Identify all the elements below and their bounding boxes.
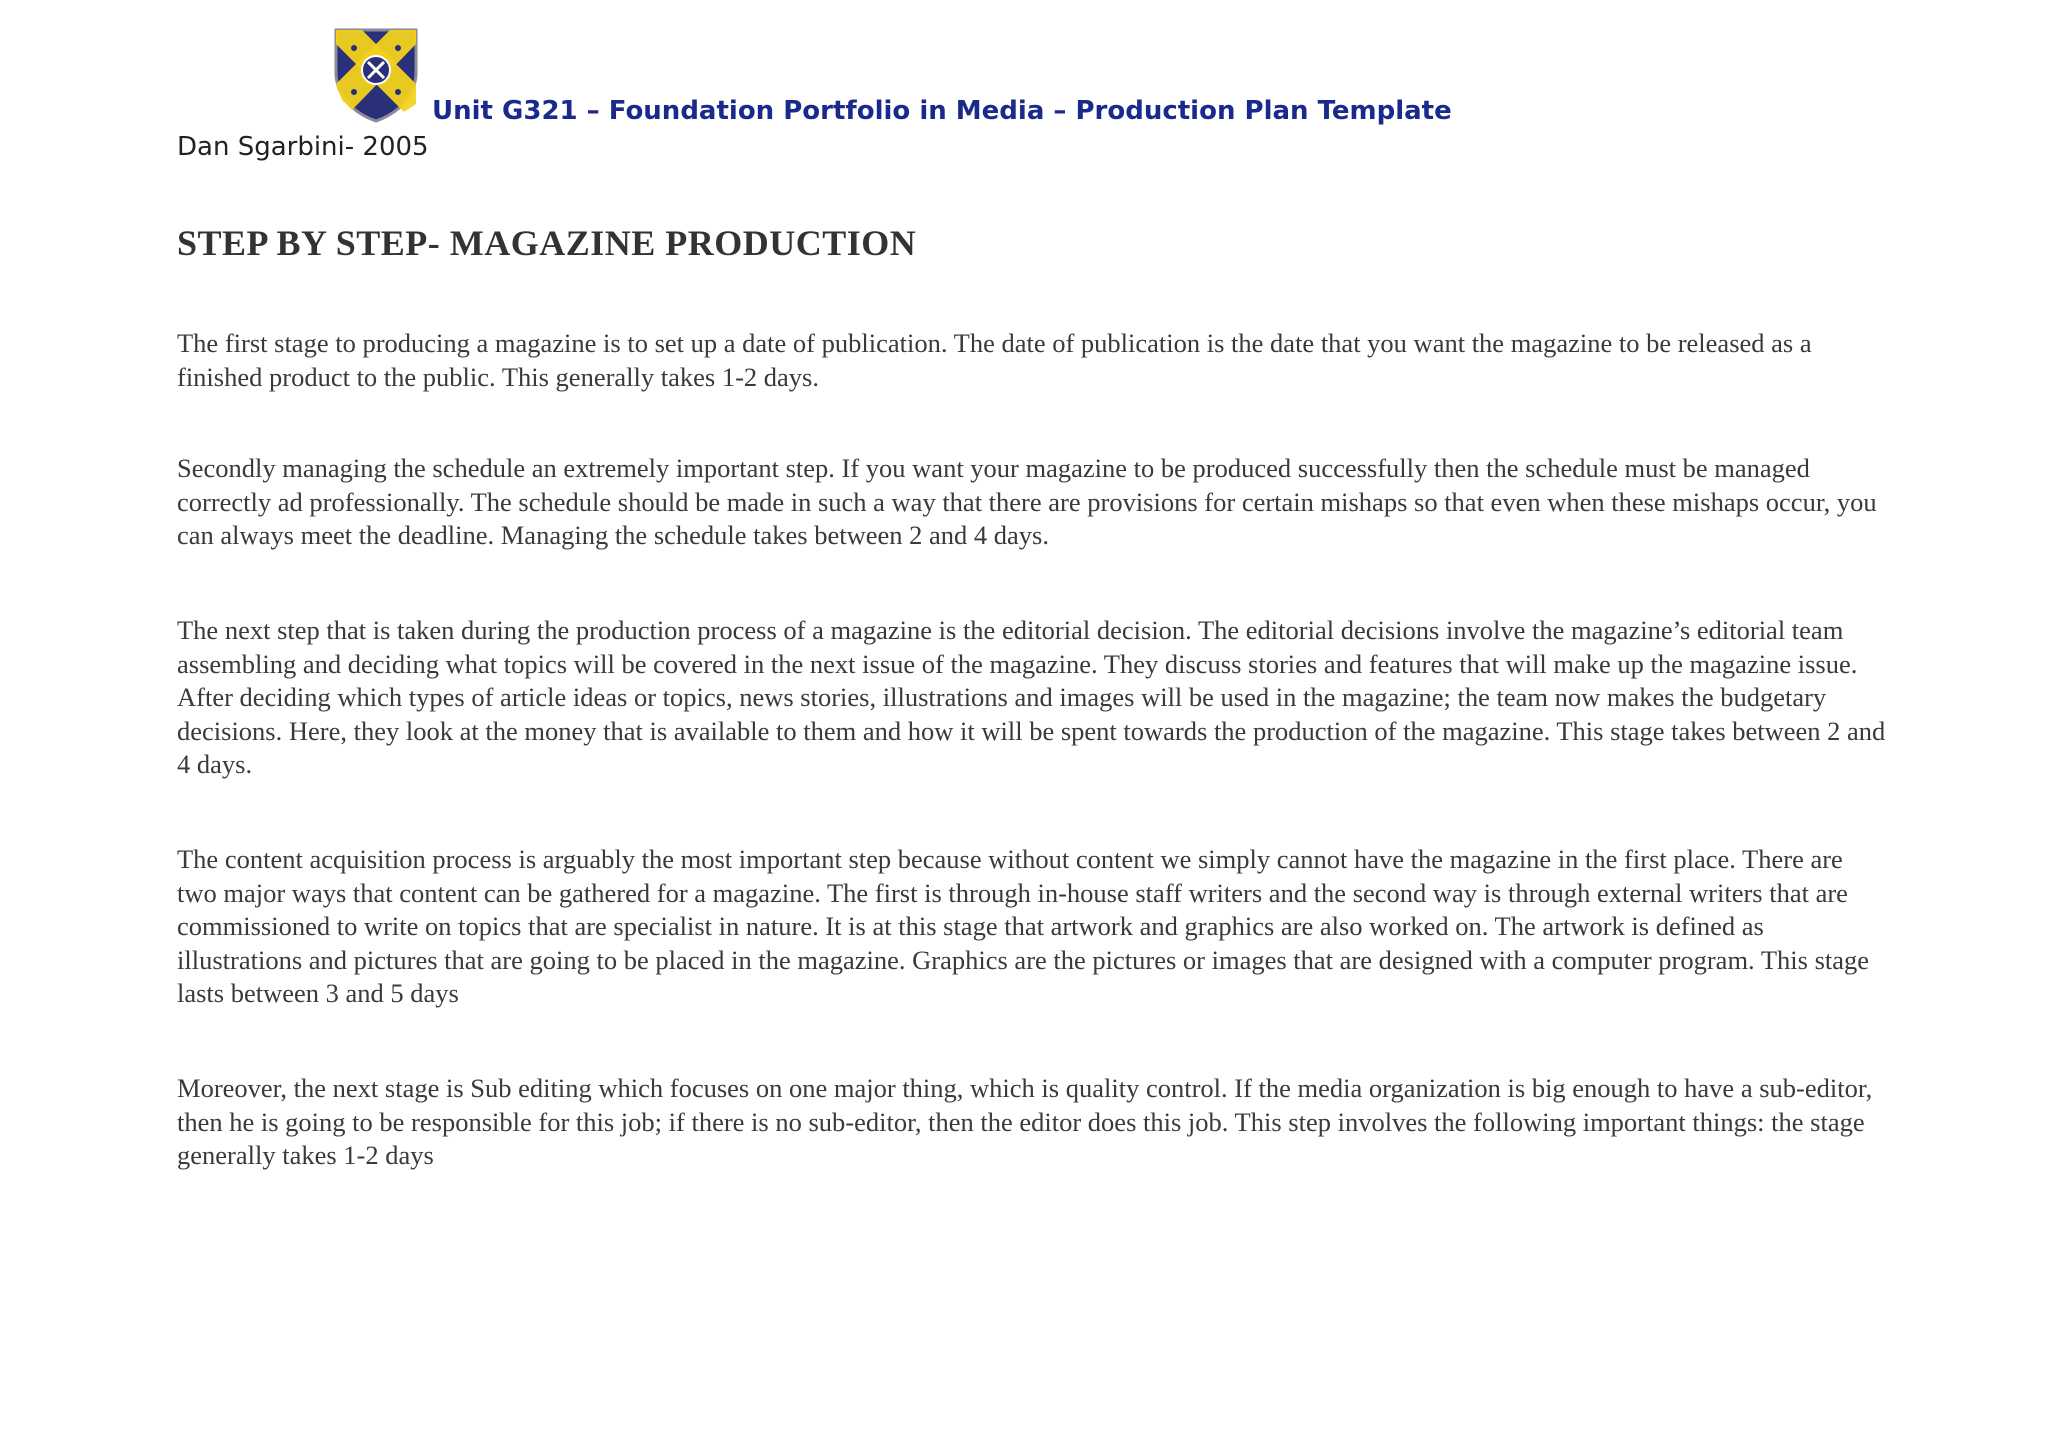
author-name: Dan Sgarbini- 2005 — [177, 132, 429, 162]
paragraph-sub-editing: Moreover, the next stage is Sub editing which focuses on one major thing, which is quality control. If the media organization is big enough to have a sub-editor, then he is going to be responsible for this job; if there is no sub-editor, then the editor does this job. This step involves the following important things: the stage generally takes 1-2 days — [177, 1073, 1873, 1170]
paragraph-editorial-decision: The next step that is taken during the production process of a magazine is the editorial decision. The editorial decisions involve the magazine’s editorial team assembling and deciding what topics will be covered in the next issue of the magazine. They discuss stories and features that will make up the magazine issue. After deciding which types of article ideas or topics, news stories, illustrations and images will be used in the magazine; the team now makes the budgetary decisions. Here, they look at the money that is available to them and how it will be spent towards the production of the magazine. This stage takes between 2 and 4 days. — [177, 615, 1886, 779]
school-crest-icon — [330, 24, 422, 124]
header-title: Unit G321 – Foundation Portfolio in Media – Production Plan Template — [432, 96, 1452, 126]
paragraph-schedule: Secondly managing the schedule an extremely important step. If you want your magazine to be produced successfully then the schedule must be managed correctly ad professionally. The schedule should be made in such a way that there are provisions for certain mishaps so that even when these mishaps occur, you can always meet the deadline. Managing the schedule takes between 2 and 4 days. — [177, 453, 1877, 550]
paragraph-publication-date: The first stage to producing a magazine is to set up a date of publication. The date of publication is the date that you want the magazine to be released as a finished product to the public. This generally takes 1-2 days. — [177, 328, 1812, 392]
document-heading: STEP BY STEP- MAGAZINE PRODUCTION — [177, 223, 917, 263]
paragraph-content-acquisition: The content acquisition process is arguably the most important step because without content we simply cannot have the magazine in the first place. There are two major ways that content can be gathered for a magazine. The first is through in-house staff writers and the second way is through external writers that are commissioned to write on topics that are specialist in nature. It is at this stage that artwork and graphics are also worked on. The artwork is defined as illustrations and pictures that are going to be placed in the magazine. Graphics are the pictures or images that are designed with a computer program. This stage lasts between 3 and 5 days — [177, 844, 1870, 1008]
